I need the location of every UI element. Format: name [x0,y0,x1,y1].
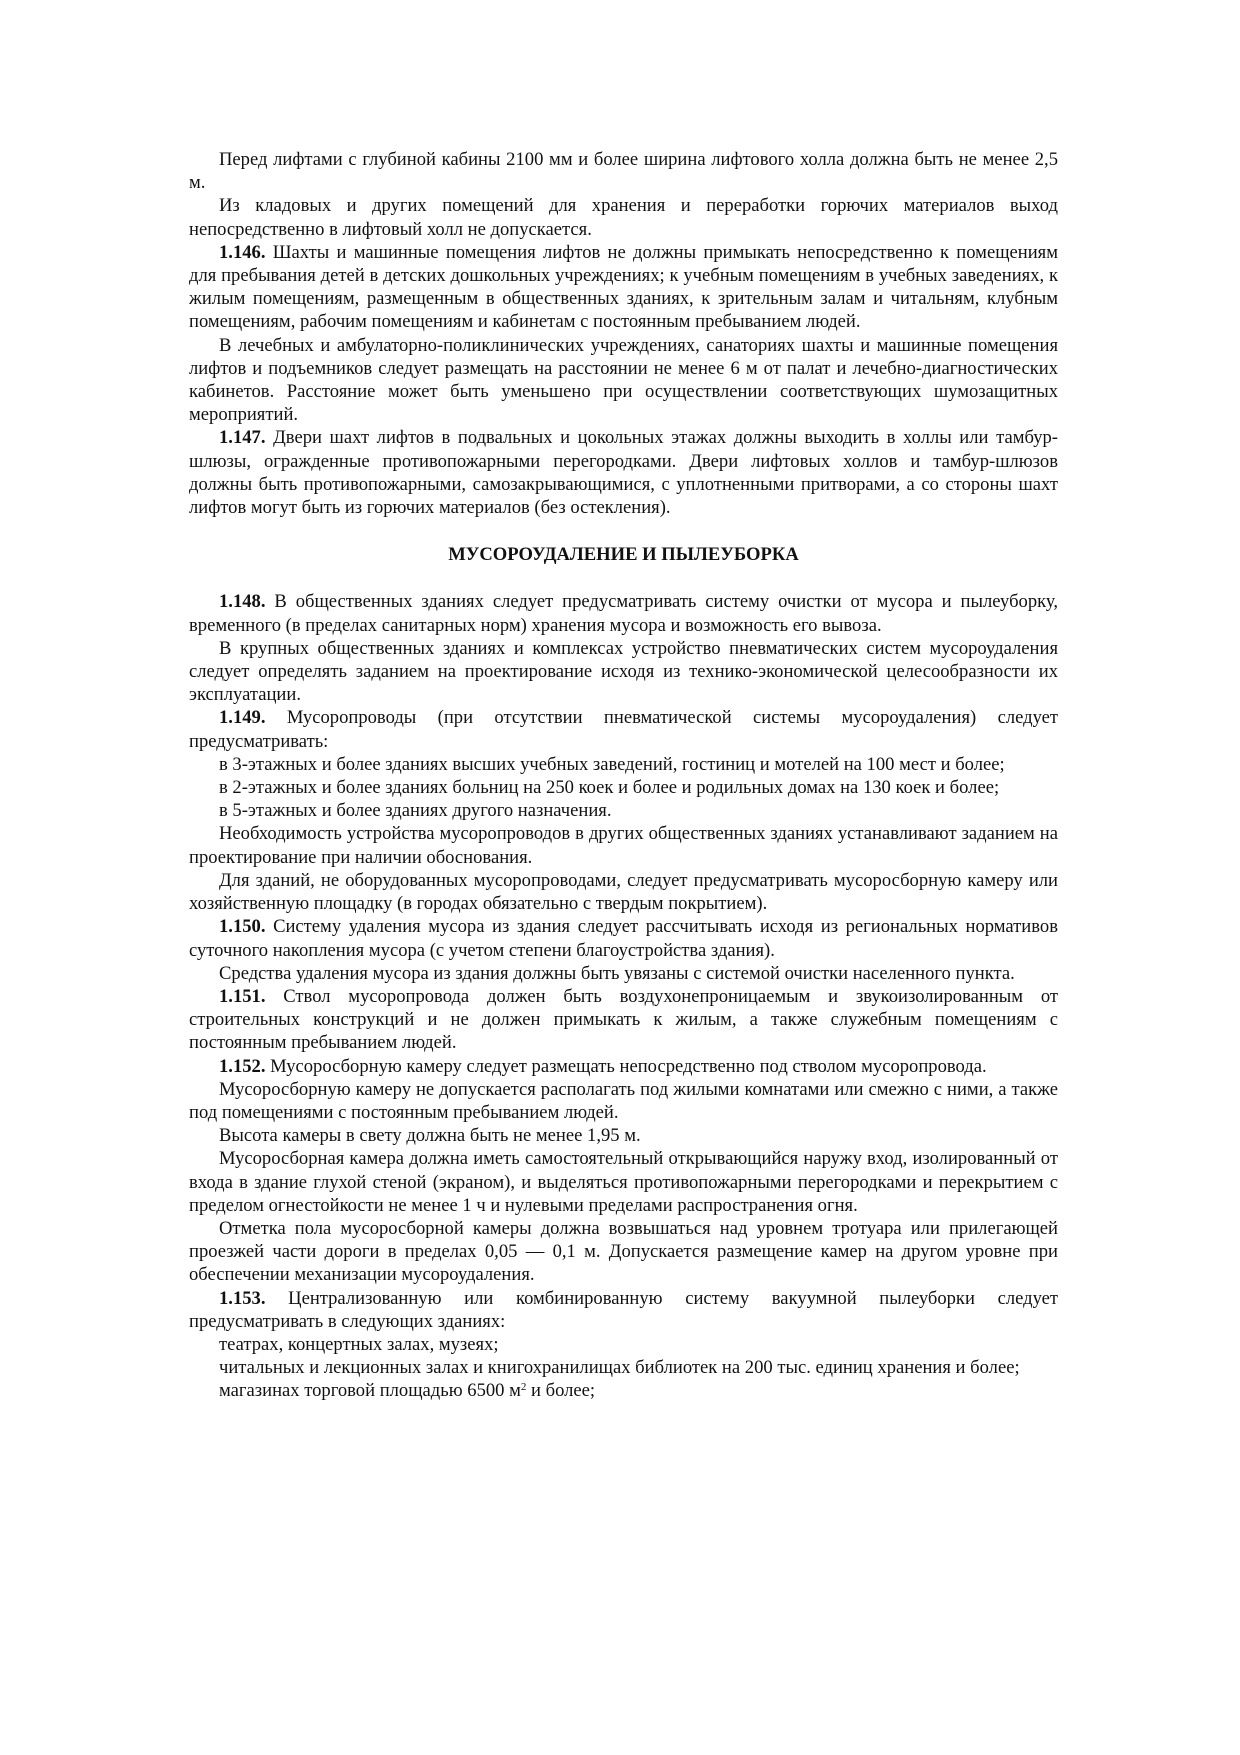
section-number: 1.153. [219,1287,266,1309]
paragraph [189,962,1058,985]
paragraph-text: театрах, концертных залах, музеях; [219,1333,499,1355]
paragraph [189,1055,1058,1078]
paragraph [189,590,1058,636]
paragraph [189,706,1058,752]
paragraph [189,799,1058,822]
paragraph-text: Двери шахт лифтов в подвальных и цокольных этажах должны выходить в холлы или тамбур-шлюзы, огражденные противопожарными перегородками. Двери лифтовых холлов и тамбур-шлюзов должны быть противопожарными, самозакрывающимися, с уплотненными притворами, а со стороны шахт лифтов могут быть из горючих материалов (без остекления). [189,427,1058,519]
paragraph [189,1333,1058,1356]
paragraph-text: Мусоросборную камеру не допускается располагать под жилыми комнатами или смежно с ними, а также под помещениями с постоянным пребыванием людей. [189,1078,1058,1123]
paragraph [189,334,1058,427]
document-page [189,148,1058,1403]
paragraph [189,1147,1058,1217]
paragraph [189,1124,1058,1147]
paragraph-text: Шахты и машинные помещения лифтов не должны примыкать непосредственно к помещениям для пребывания детей в детских дошкольных учреждениях; к учебным помещениям в учебных заведениях, к жилым помещениям, размещенным в общественных зданиях, к зрительным залам и читальням, клубным помещениям, рабочим помещениям и кабинетам с постоянным пребыванием людей. [189,241,1058,333]
paragraph-text: читальных и лекционных залах и книгохранилищах библиотек на 200 тыс. единиц хранения и более; [219,1357,1020,1379]
paragraph-text: в 3-этажных и более зданиях высших учебных заведений, гостиниц и мотелей на 100 мест и более; [219,753,1005,775]
paragraph [189,194,1058,240]
paragraphs-after-heading [189,590,1058,1379]
paragraph-text: в 2-этажных и более зданиях больниц на 250 коек и более и родильных домах на 130 коек и более; [219,777,1000,799]
paragraph [189,869,1058,915]
paragraph-text: Перед лифтами с глубиной кабины 2100 мм и более ширина лифтового холла должна быть не менее 2,5 м. [189,149,1058,194]
section-number: 1.150. [219,916,266,938]
section-number: 1.148. [219,591,266,613]
section-number: 1.149. [219,707,266,729]
paragraph [189,426,1058,519]
paragraph [189,822,1058,868]
paragraph-text: Мусоропроводы (при отсутствии пневматической системы мусороудаления) следует предусматривать: [189,707,1058,752]
paragraph-text: в 5-этажных и более зданиях другого назначения. [219,800,612,822]
paragraph [189,148,1058,194]
paragraph-text: Мусоросборную камеру следует размещать непосредственно под стволом мусоропровода. [270,1055,987,1077]
paragraph-text: В крупных общественных зданиях и комплексах устройство пневматических систем мусороудаления следует определять заданием на проектирование исходя из технико-экономической целесообразности их эксплуатации. [189,637,1058,706]
paragraph [189,1078,1058,1124]
paragraph [189,637,1058,707]
section-number: 1.151. [219,985,266,1007]
paragraph [189,915,1058,961]
paragraph-text: Необходимость устройства мусоропроводов в других общественных зданиях устанавливают заданием на проектирование при наличии обоснования. [189,823,1058,868]
section-heading: МУСОРОУДАЛЕНИЕ И ПЫЛЕУБОРКА [448,544,799,566]
section-number: 1.152. [219,1055,266,1077]
paragraph-text: Мусоросборная камера должна иметь самостоятельный открывающийся наружу вход, изолированный от входа в здание глухой стеной (экраном), и выделяться противопожарными перегородками и перекрытием с пределом огнестойкости не менее 1 ч и нулевыми пределами распространения огня. [189,1148,1058,1216]
paragraph-text: В лечебных и амбулаторно-поликлинических учреждениях, санаториях шахты и машинные помещения лифтов и подъемников следует размещать на расстоянии не менее 6 м от палат и лечебно-диагностических кабинетов. Расстояние может быть уменьшено при осуществлении соответствующих шумозащитных мероприятий. [189,334,1058,426]
paragraph [189,1356,1058,1379]
paragraph-text: Ствол мусоропровода должен быть воздухонепроницаемым и звукоизолированным от строительных конструкций и не должен примыкать к жилым, а также служебным помещениям с постоянным пребыванием людей. [189,985,1059,1054]
paragraph [189,1287,1058,1333]
paragraph [189,776,1058,799]
paragraph [189,985,1058,1055]
paragraph-text: В общественных зданиях следует предусматривать систему очистки от мусора и пылеуборку, временного (в пределах санитарных норм) хранения мусора и возможность его вывоза. [189,591,1058,636]
paragraph-text: Для зданий, не оборудованных мусоропроводами, следует предусматривать мусоросборную камеру или хозяйственную площадку (в городах обязательно с твердым покрытием). [189,869,1058,915]
paragraph [189,1217,1058,1287]
paragraph-last-text: магазинах торговой площадью 6500 м [219,1380,521,1402]
paragraph-text: Отметка пола мусоросборной камеры должна возвышаться над уровнем тротуара или прилегающей проезжей части дороги в пределах 0,05 — 0,1 м. Допускается размещение камер на другом уровне при обеспечении механизации мусороудаления. [189,1217,1058,1286]
section-number: 1.146. [219,241,266,263]
section-number: 1.147. [219,427,266,449]
paragraph-text: Централизованную или комбинированную систему вакуумной пылеуборки следует предусматривать в следующих зданиях: [189,1287,1058,1332]
superscript-2: 2 [520,1381,527,1394]
paragraph [189,753,1058,776]
paragraph-text: Из кладовых и других помещений для хранения и переработки горючих материалов выход непосредственно в лифтовый холл не допускается. [189,195,1058,240]
paragraph-last [189,1379,1058,1402]
paragraph-text: Высота камеры в свету должна быть не менее 1,95 м. [219,1125,641,1147]
paragraphs-before-heading [189,148,1058,519]
paragraph-text: Систему удаления мусора из здания следует рассчитывать исходя из региональных нормативов суточного накопления мусора (с учетом степени благоустройства здания). [189,916,1058,961]
paragraph-last-tail: и более; [526,1380,596,1402]
paragraph [189,241,1058,334]
paragraph-text: Средства удаления мусора из здания должны быть увязаны с системой очистки населенного пункта. [219,962,1015,984]
